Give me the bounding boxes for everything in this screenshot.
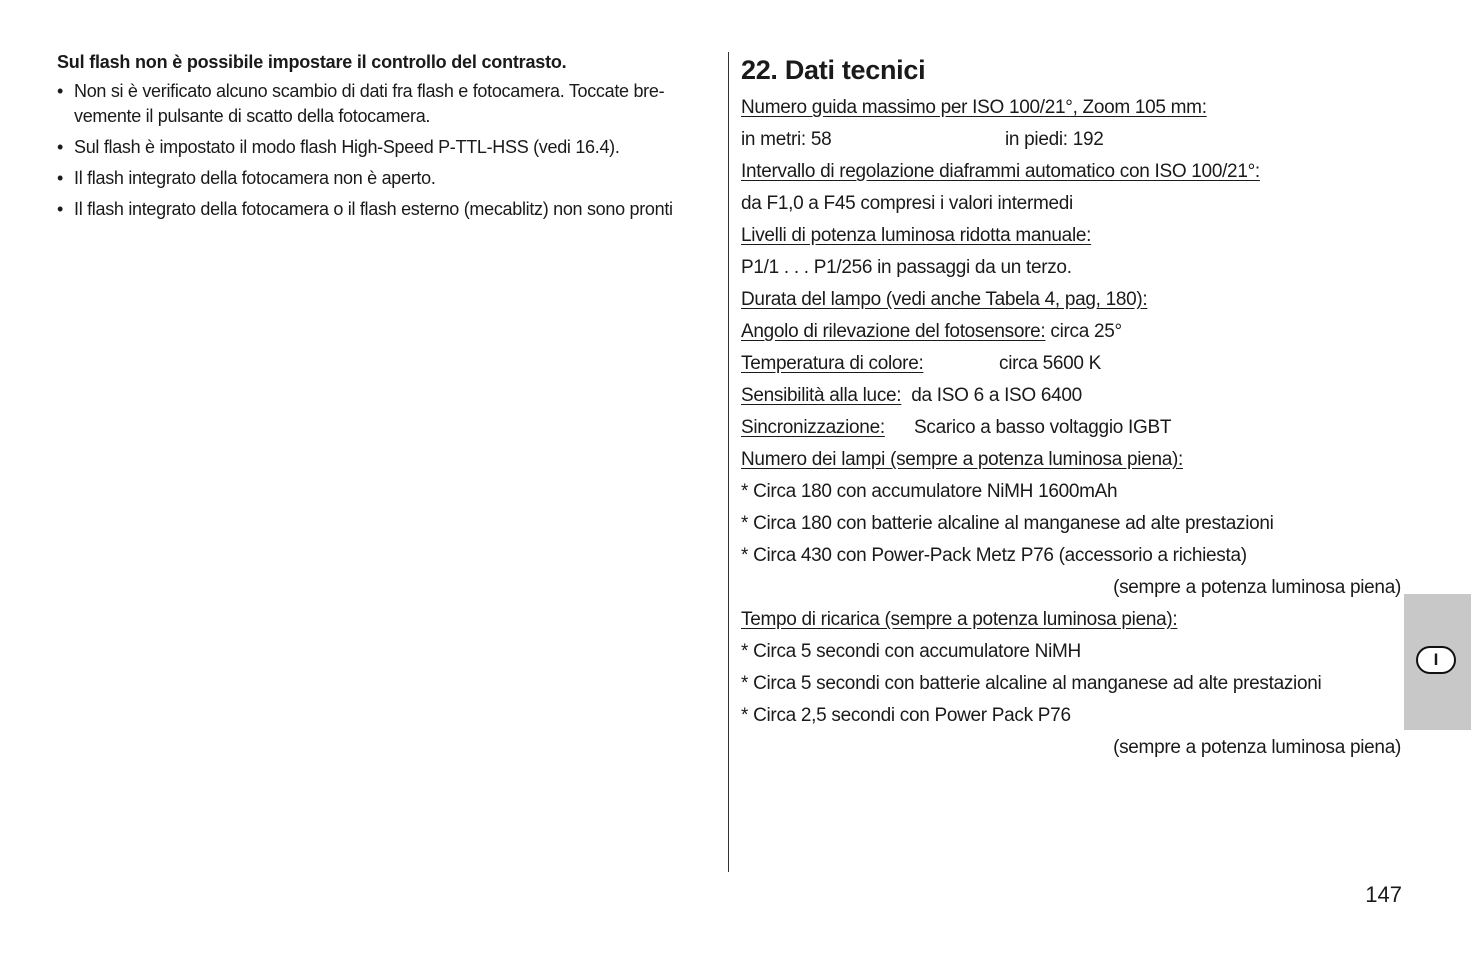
bullet-text-line: Il flash integrato della fotocamera o il flash esterno (mecablitz) non sono pronti: [74, 199, 673, 219]
bullet-text-line: vemente il pulsante di scatto della fotocamera.: [74, 106, 431, 126]
guide-meters: in metri: 58: [741, 129, 832, 150]
spec-row-sync: [741, 412, 1401, 444]
colortemp-value: circa 5600 K: [999, 353, 1102, 374]
sync-value: Scarico a basso voltaggio IGBT: [914, 417, 1172, 438]
spec-label: Livelli di potenza luminosa ridotta manuale:: [741, 225, 1092, 246]
recycle-item: * Circa 2,5 secondi con Power Pack P76: [741, 705, 1071, 726]
spec-row-sensitivity: [741, 380, 1401, 412]
spec-label: Numero guida massimo per ISO 100/21°, Zoom 105 mm:: [741, 97, 1207, 118]
left-column: [57, 52, 722, 228]
spec-label: Intervallo di regolazione diaframmi automatico con ISO 100/21°:: [741, 161, 1260, 182]
bullet-dot: •: [57, 199, 64, 219]
spec-row-colortemp: [741, 348, 1401, 380]
bullet-dot: •: [57, 137, 64, 157]
spec-value-row: [741, 124, 1401, 156]
right-column: [741, 52, 1401, 764]
spec-label: Tempo di ricarica (sempre a potenza luminosa piena):: [741, 609, 1178, 630]
sensitivity-value: da ISO 6 a ISO 6400: [911, 385, 1082, 406]
bullet-dot: •: [57, 168, 64, 188]
recycle-item: * Circa 5 secondi con batterie alcaline al manganese ad alte prestazioni: [741, 673, 1322, 694]
spec-label: Durata del lampo (vedi anche Tabela 4, pag, 180):: [741, 289, 1148, 310]
spec-row-angle: [741, 316, 1401, 348]
column-divider: [728, 52, 729, 872]
colortemp-label: Temperatura di colore:: [741, 353, 924, 374]
bullet-item: [57, 135, 722, 160]
sync-label: Sincronizzazione:: [741, 417, 885, 438]
angle-value: circa 25°: [1050, 321, 1122, 342]
flashes-note: (sempre a potenza luminosa piena): [1113, 577, 1401, 598]
spec-value: da F1,0 a F45 compresi i valori intermedi: [741, 193, 1073, 214]
bullet-item: [57, 79, 722, 129]
spec-value: P1/1 . . . P1/256 in passaggi da un terzo.: [741, 257, 1072, 278]
flashes-item: * Circa 180 con batterie alcaline al manganese ad alte prestazioni: [741, 513, 1274, 534]
bullet-text-line: Sul flash è impostato il modo flash High-Speed P-TTL-HSS (vedi 16.4).: [74, 137, 620, 157]
recycle-item: * Circa 5 secondi con accumulatore NiMH: [741, 641, 1081, 662]
page-number: 147: [1365, 882, 1402, 907]
flashes-item: * Circa 430 con Power-Pack Metz P76 (accessorio a richiesta): [741, 545, 1247, 566]
bullet-list: [57, 79, 722, 222]
language-badge: I: [1416, 646, 1456, 674]
bullet-item: [57, 197, 722, 222]
section-title: 22. Dati tecnici: [741, 55, 926, 85]
troubleshoot-heading: Sul flash non è possibile impostare il controllo del contrasto.: [57, 52, 567, 72]
flashes-item: * Circa 180 con accumulatore NiMH 1600mAh: [741, 481, 1118, 502]
guide-feet: in piedi: 192: [1005, 129, 1104, 150]
spec-label: Numero dei lampi (sempre a potenza luminosa piena):: [741, 449, 1183, 470]
bullet-text-line: Non si è verificato alcuno scambio di dati fra flash e fotocamera. Toccate bre-: [74, 81, 665, 101]
bullet-item: [57, 166, 722, 191]
recycle-note: (sempre a potenza luminosa piena): [1113, 737, 1401, 758]
bullet-dot: •: [57, 81, 64, 101]
bullet-text-line: Il flash integrato della fotocamera non è aperto.: [74, 168, 436, 188]
language-tab: [1404, 594, 1471, 730]
angle-label: Angolo di rilevazione del fotosensore:: [741, 321, 1046, 342]
sensitivity-label: Sensibilità alla luce:: [741, 385, 902, 406]
